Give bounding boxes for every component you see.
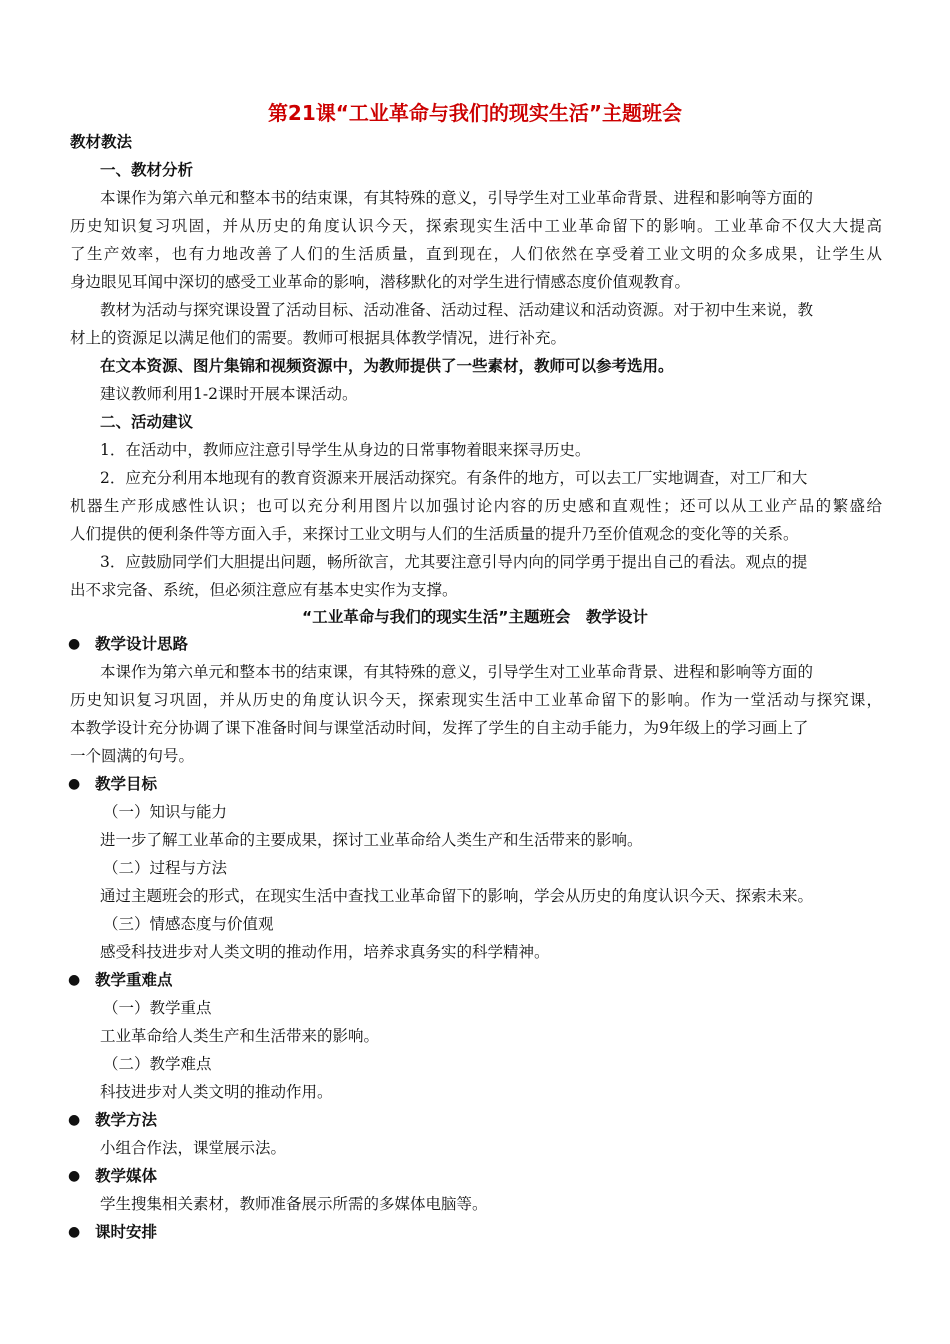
bullet-icon: ● [68,1224,81,1240]
paragraph-line: 一个圆满的句号。 [70,747,195,765]
paragraph-line: 本课作为第六单元和整本书的结束课，有其特殊的意义，引导学生对工业革命背景、进程和影响等方面的 [100,189,814,207]
subheading: （一）教学重点 [103,999,212,1017]
paragraph-line: 进一步了解工业革命的主要成果，探讨工业革命给人类生产和生活带来的影响。 [100,831,643,849]
heading-design-thinking: 教学设计思路 [95,635,189,653]
bullet-icon: ● [68,1112,81,1128]
list-item-line: 人们提供的便利条件等方面入手，来探讨工业文明与人们的生活质量的提升乃至价值观念的变化等的关系。 [70,525,799,543]
section-title-teaching-design: “工业革命与我们的现实生活”主题班会 教学设计 [302,608,648,626]
paragraph-line: 通过主题班会的形式，在现实生活中查找工业革命留下的影响，学会从历史的角度认识今天、探索未来。 [100,887,814,905]
paragraph-line: 建议教师利用1-2课时开展本课活动。 [100,385,358,403]
list-item: 2．应充分利用本地现有的教育资源来开展活动探究。有条件的地方，可以去工厂实地调查，对工厂和大 [100,469,808,487]
subheading: （二）教学难点 [103,1055,212,1073]
heading-teaching-method: 教学方法 [95,1111,158,1129]
paragraph-line: 教材为活动与探究课设置了活动目标、活动准备、活动过程、活动建议和活动资源。对于初中生来说，教 [100,301,814,319]
bullet-icon: ● [68,972,81,988]
section-heading-materials: 教材教法 [70,133,133,151]
heading-teaching-media: 教学媒体 [95,1167,158,1185]
paragraph-line: 工业革命给人类生产和生活带来的影响。 [100,1027,380,1045]
bullet-icon: ● [68,636,81,652]
list-item-line: 机器生产形成感性认识；也可以充分利用图片以加强讨论内容的历史感和直观性；还可以从工业产品的繁盛给 [70,497,882,515]
paragraph-line: 本课作为第六单元和整本书的结束课，有其特殊的意义，引导学生对工业革命背景、进程和影响等方面的 [100,663,814,681]
heading-key-points: 教学重难点 [95,971,173,989]
subheading: （二）过程与方法 [103,859,228,877]
paragraph-line: 科技进步对人类文明的推动作用。 [100,1083,333,1101]
bullet-icon: ● [68,1168,81,1184]
paragraph-line: 历史知识复习巩固，并从历史的角度认识今天，探索现实生活中工业革命留下的影响。作为一堂活动与探究课， [70,691,882,709]
paragraph-line: 感受科技进步对人类文明的推动作用，培养求真务实的科学精神。 [100,943,550,961]
subheading: （一）知识与能力 [103,803,228,821]
list-item: 1．在活动中，教师应注意引导学生从身边的日常事物着眼来探寻历史。 [100,441,591,459]
paragraph-line: 了生产效率，也有力地改善了人们的生活质量，直到现在，人们依然在享受着工业文明的众多成果，让学生从 [70,245,882,263]
list-item: 3．应鼓励同学们大胆提出问题，畅所欲言，尤其要注意引导内向的同学勇于提出自己的看法。观点的提 [100,553,808,571]
heading-teaching-goals: 教学目标 [95,775,158,793]
paragraph-line: 学生搜集相关素材，教师准备展示所需的多媒体电脑等。 [100,1195,488,1213]
list-item-line: 出不求完备、系统，但必须注意应有基本史实作为支撑。 [70,581,458,599]
subheading: （三）情感态度与价值观 [103,915,274,933]
paragraph-line: 历史知识复习巩固，并从历史的角度认识今天，探索现实生活中工业革命留下的影响。工业革命不仅大大提高 [70,217,882,235]
heading-activity-suggestions: 二、活动建议 [100,413,194,431]
paragraph-line: 小组合作法，课堂展示法。 [100,1139,287,1157]
paragraph-line: 材上的资源足以满足他们的需要。教师可根据具体教学情况，进行补充。 [70,329,567,347]
bullet-icon: ● [68,776,81,792]
heading-schedule: 课时安排 [95,1223,158,1241]
bold-paragraph: 在文本资源、图片集锦和视频资源中，为教师提供了一些素材，教师可以参考选用。 [100,357,674,375]
page-title: 第21课“工业革命与我们的现实生活”主题班会 [267,101,683,125]
paragraph-line: 本教学设计充分协调了课下准备时间与课堂活动时间，发挥了学生的自主动手能力，为9年级上的学习画上了 [70,719,809,737]
heading-material-analysis: 一、教材分析 [100,161,194,179]
paragraph-line: 身边眼见耳闻中深切的感受工业革命的影响，潜移默化的对学生进行情感态度价值观教育。 [70,273,691,291]
